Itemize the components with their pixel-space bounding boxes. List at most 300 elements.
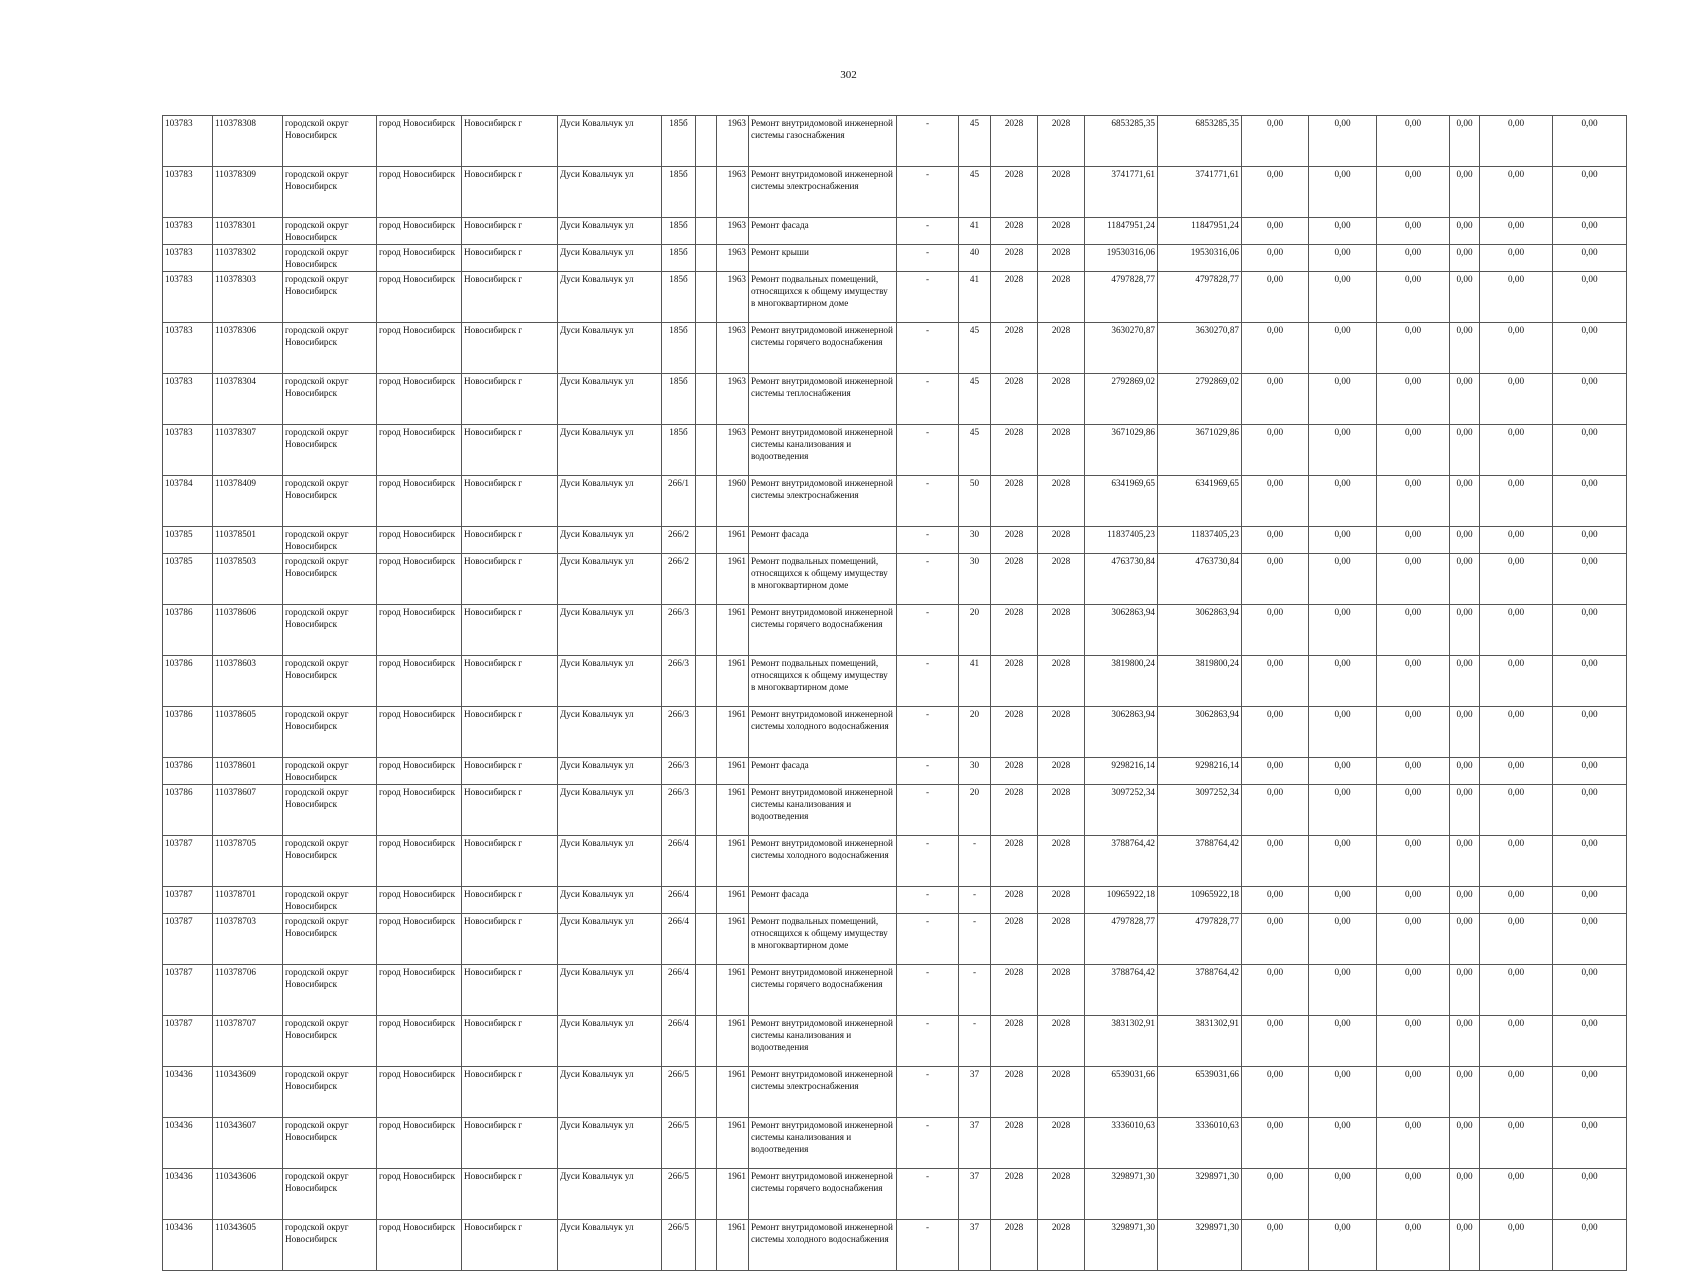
cell-street: Дуси Ковальчук ул [558,1067,662,1118]
cell-wear-percent: 45 [959,116,991,167]
cell-cost-total: 6539031,66 [1085,1067,1158,1118]
cell-cost-fund: 9298216,14 [1158,758,1242,785]
cell-street: Дуси Ковальчук ул [558,1016,662,1067]
cell-cost-fund: 19530316,06 [1158,245,1242,272]
cell-cost-regional: 0,00 [1309,1118,1377,1169]
cell-cost-fund: 3298971,30 [1158,1169,1242,1220]
cell-cost-local: 0,00 [1377,656,1450,707]
cell-work-id: 110378303 [213,272,283,323]
table-row [163,1067,1627,1118]
cell-cost-federal: 0,00 [1242,707,1309,758]
cell-plan-year-start: 2028 [991,167,1038,218]
cell-cost-other: 0,00 [1480,245,1553,272]
cell-cost-federal: 0,00 [1242,758,1309,785]
cell-built-year: 1961 [717,656,749,707]
cell-house-number: 266/4 [662,887,696,914]
cell-type-code: - [897,425,959,476]
cell-cost-local: 0,00 [1377,1169,1450,1220]
table-row [163,527,1627,554]
table-row [163,914,1627,965]
cell-wear-percent: - [959,836,991,887]
cell-house-number: 266/3 [662,656,696,707]
cell-work-id: 110378603 [213,656,283,707]
cell-cost-total: 3788764,42 [1085,965,1158,1016]
cell-type-code: - [897,554,959,605]
cell-municipality: городской округ Новосибирск [283,1016,377,1067]
cell-cost-federal: 0,00 [1242,965,1309,1016]
cell-record-id: 103786 [163,605,213,656]
cell-work-id: 110378705 [213,836,283,887]
cell-cost-extra: 0,00 [1553,218,1627,245]
cell-street: Дуси Ковальчук ул [558,116,662,167]
cell-plan-year-end: 2028 [1038,914,1085,965]
cell-cost-local: 0,00 [1377,476,1450,527]
cell-building [696,1169,717,1220]
cell-plan-year-end: 2028 [1038,374,1085,425]
cell-built-year: 1961 [717,1118,749,1169]
cell-cost-fund: 6341969,65 [1158,476,1242,527]
cell-cost-other: 0,00 [1480,1118,1553,1169]
cell-street: Дуси Ковальчук ул [558,527,662,554]
cell-work-type: Ремонт фасада [749,758,897,785]
cell-building [696,272,717,323]
cell-settlement: город Новосибирск [377,1016,462,1067]
cell-street: Дуси Ковальчук ул [558,707,662,758]
cell-work-type: Ремонт подвальных помещений, относящихся к общему имуществу в многоквартирном доме [749,656,897,707]
cell-cost-total: 3831302,91 [1085,1016,1158,1067]
cell-cost-owners: 0,00 [1450,527,1480,554]
cell-cost-local: 0,00 [1377,527,1450,554]
cell-work-id: 110378601 [213,758,283,785]
cell-building [696,965,717,1016]
cell-work-id: 110378307 [213,425,283,476]
table-row [163,323,1627,374]
cell-street: Дуси Ковальчук ул [558,758,662,785]
cell-cost-other: 0,00 [1480,914,1553,965]
cell-cost-local: 0,00 [1377,323,1450,374]
cell-settlement: город Новосибирск [377,887,462,914]
cell-locality: Новосибирск г [462,707,558,758]
cell-record-id: 103787 [163,914,213,965]
cell-locality: Новосибирск г [462,914,558,965]
cell-type-code: - [897,656,959,707]
cell-work-type: Ремонт внутридомовой инженерной системы горячего водоснабжения [749,605,897,656]
cell-house-number: 185б [662,374,696,425]
cell-cost-fund: 3097252,34 [1158,785,1242,836]
cell-street: Дуси Ковальчук ул [558,1118,662,1169]
cell-work-type: Ремонт подвальных помещений, относящихся к общему имуществу в многоквартирном доме [749,914,897,965]
cell-cost-extra: 0,00 [1553,425,1627,476]
cell-cost-other: 0,00 [1480,965,1553,1016]
cell-built-year: 1963 [717,116,749,167]
cell-street: Дуси Ковальчук ул [558,323,662,374]
table-row [163,374,1627,425]
table-row [163,167,1627,218]
table-row [163,245,1627,272]
cell-street: Дуси Ковальчук ул [558,1220,662,1271]
table-body [163,116,1627,1271]
cell-plan-year-end: 2028 [1038,245,1085,272]
cell-wear-percent: 41 [959,218,991,245]
cell-cost-owners: 0,00 [1450,476,1480,527]
cell-cost-extra: 0,00 [1553,1220,1627,1271]
cell-cost-extra: 0,00 [1553,965,1627,1016]
cell-type-code: - [897,218,959,245]
cell-type-code: - [897,1067,959,1118]
cell-cost-total: 3298971,30 [1085,1169,1158,1220]
cell-cost-total: 3097252,34 [1085,785,1158,836]
cell-locality: Новосибирск г [462,1220,558,1271]
cell-plan-year-end: 2028 [1038,707,1085,758]
table-row [163,785,1627,836]
cell-built-year: 1963 [717,323,749,374]
cell-type-code: - [897,1118,959,1169]
cell-cost-regional: 0,00 [1309,116,1377,167]
cell-house-number: 266/4 [662,914,696,965]
cell-cost-other: 0,00 [1480,707,1553,758]
cell-house-number: 185б [662,116,696,167]
cell-built-year: 1961 [717,554,749,605]
cell-cost-federal: 0,00 [1242,1220,1309,1271]
cell-street: Дуси Ковальчук ул [558,272,662,323]
cell-building [696,374,717,425]
cell-built-year: 1961 [717,707,749,758]
cell-house-number: 266/5 [662,1118,696,1169]
cell-municipality: городской округ Новосибирск [283,167,377,218]
cell-house-number: 266/2 [662,527,696,554]
cell-built-year: 1963 [717,245,749,272]
cell-record-id: 103784 [163,476,213,527]
cell-cost-owners: 0,00 [1450,656,1480,707]
cell-locality: Новосибирск г [462,323,558,374]
cell-type-code: - [897,887,959,914]
cell-record-id: 103783 [163,272,213,323]
cell-work-id: 110378304 [213,374,283,425]
cell-record-id: 103786 [163,707,213,758]
cell-cost-fund: 3062863,94 [1158,707,1242,758]
cell-cost-regional: 0,00 [1309,965,1377,1016]
cell-settlement: город Новосибирск [377,272,462,323]
cell-cost-regional: 0,00 [1309,374,1377,425]
cell-building [696,1118,717,1169]
cell-record-id: 103436 [163,1169,213,1220]
cell-house-number: 185б [662,218,696,245]
cell-building [696,323,717,374]
cell-cost-owners: 0,00 [1450,965,1480,1016]
cell-settlement: город Новосибирск [377,554,462,605]
cell-plan-year-end: 2028 [1038,476,1085,527]
cell-work-id: 110378703 [213,914,283,965]
cell-work-type: Ремонт внутридомовой инженерной системы горячего водоснабжения [749,1169,897,1220]
cell-plan-year-end: 2028 [1038,323,1085,374]
cell-cost-other: 0,00 [1480,1220,1553,1271]
cell-cost-fund: 3062863,94 [1158,605,1242,656]
cell-work-type: Ремонт внутридомовой инженерной системы горячего водоснабжения [749,323,897,374]
cell-cost-total: 3298971,30 [1085,1220,1158,1271]
cell-locality: Новосибирск г [462,758,558,785]
cell-cost-regional: 0,00 [1309,758,1377,785]
cell-cost-federal: 0,00 [1242,323,1309,374]
cell-cost-local: 0,00 [1377,836,1450,887]
cell-type-code: - [897,758,959,785]
cell-cost-owners: 0,00 [1450,758,1480,785]
cell-cost-federal: 0,00 [1242,1118,1309,1169]
cell-cost-fund: 3788764,42 [1158,836,1242,887]
cell-wear-percent: 30 [959,527,991,554]
cell-cost-total: 3062863,94 [1085,605,1158,656]
cell-cost-local: 0,00 [1377,914,1450,965]
cell-building [696,914,717,965]
cell-work-id: 110343607 [213,1118,283,1169]
cell-locality: Новосибирск г [462,476,558,527]
cell-municipality: городской округ Новосибирск [283,1118,377,1169]
cell-cost-owners: 0,00 [1450,218,1480,245]
cell-work-type: Ремонт внутридомовой инженерной системы электроснабжения [749,476,897,527]
cell-plan-year-start: 2028 [991,1118,1038,1169]
cell-cost-extra: 0,00 [1553,914,1627,965]
cell-cost-other: 0,00 [1480,425,1553,476]
cell-work-type: Ремонт внутридомовой инженерной системы электроснабжения [749,1067,897,1118]
cell-cost-total: 4763730,84 [1085,554,1158,605]
cell-plan-year-start: 2028 [991,605,1038,656]
cell-cost-local: 0,00 [1377,1118,1450,1169]
cell-built-year: 1963 [717,425,749,476]
cell-cost-local: 0,00 [1377,785,1450,836]
cell-record-id: 103786 [163,758,213,785]
cell-cost-regional: 0,00 [1309,1067,1377,1118]
cell-street: Дуси Ковальчук ул [558,887,662,914]
cell-cost-federal: 0,00 [1242,167,1309,218]
cell-cost-regional: 0,00 [1309,167,1377,218]
cell-building [696,1220,717,1271]
cell-cost-total: 3630270,87 [1085,323,1158,374]
table-row [163,476,1627,527]
cell-work-type: Ремонт внутридомовой инженерной системы канализования и водоотведения [749,425,897,476]
cell-settlement: город Новосибирск [377,1118,462,1169]
cell-record-id: 103787 [163,1016,213,1067]
cell-plan-year-start: 2028 [991,554,1038,605]
cell-wear-percent: 50 [959,476,991,527]
cell-municipality: городской округ Новосибирск [283,116,377,167]
cell-cost-other: 0,00 [1480,374,1553,425]
cell-municipality: городской округ Новосибирск [283,272,377,323]
cell-cost-regional: 0,00 [1309,1169,1377,1220]
cell-type-code: - [897,167,959,218]
cell-cost-regional: 0,00 [1309,554,1377,605]
cell-work-type: Ремонт внутридомовой инженерной системы холодного водоснабжения [749,707,897,758]
cell-cost-total: 3336010,63 [1085,1118,1158,1169]
cell-cost-local: 0,00 [1377,218,1450,245]
cell-settlement: город Новосибирск [377,425,462,476]
cell-type-code: - [897,374,959,425]
cell-wear-percent: 45 [959,167,991,218]
cell-cost-extra: 0,00 [1553,116,1627,167]
cell-municipality: городской округ Новосибирск [283,554,377,605]
cell-type-code: - [897,707,959,758]
cell-built-year: 1961 [717,785,749,836]
cell-cost-local: 0,00 [1377,1016,1450,1067]
cell-record-id: 103786 [163,785,213,836]
cell-plan-year-end: 2028 [1038,1169,1085,1220]
cell-record-id: 103787 [163,887,213,914]
cell-record-id: 103787 [163,836,213,887]
cell-cost-total: 11837405,23 [1085,527,1158,554]
cell-work-type: Ремонт подвальных помещений, относящихся к общему имуществу в многоквартирном доме [749,554,897,605]
cell-cost-total: 3819800,24 [1085,656,1158,707]
cell-house-number: 266/4 [662,965,696,1016]
cell-locality: Новосибирск г [462,272,558,323]
cell-building [696,1067,717,1118]
cell-cost-regional: 0,00 [1309,218,1377,245]
cell-plan-year-start: 2028 [991,323,1038,374]
cell-municipality: городской округ Новосибирск [283,527,377,554]
cell-plan-year-end: 2028 [1038,1118,1085,1169]
cell-work-id: 110378308 [213,116,283,167]
cell-plan-year-start: 2028 [991,116,1038,167]
cell-settlement: город Новосибирск [377,707,462,758]
cell-street: Дуси Ковальчук ул [558,965,662,1016]
cell-plan-year-end: 2028 [1038,1016,1085,1067]
cell-work-type: Ремонт внутридомовой инженерной системы теплоснабжения [749,374,897,425]
cell-built-year: 1961 [717,1220,749,1271]
cell-street: Дуси Ковальчук ул [558,1169,662,1220]
table-row [163,1169,1627,1220]
table-row [163,707,1627,758]
cell-wear-percent: 30 [959,758,991,785]
cell-cost-extra: 0,00 [1553,554,1627,605]
cell-cost-total: 2792869,02 [1085,374,1158,425]
cell-street: Дуси Ковальчук ул [558,476,662,527]
cell-record-id: 103436 [163,1118,213,1169]
cell-house-number: 266/5 [662,1220,696,1271]
cell-work-type: Ремонт внутридомовой инженерной системы канализования и водоотведения [749,785,897,836]
cell-cost-federal: 0,00 [1242,374,1309,425]
cell-work-type: Ремонт внутридомовой инженерной системы газоснабжения [749,116,897,167]
cell-cost-regional: 0,00 [1309,476,1377,527]
cell-cost-total: 4797828,77 [1085,272,1158,323]
cell-house-number: 266/3 [662,605,696,656]
cell-street: Дуси Ковальчук ул [558,167,662,218]
cell-record-id: 103783 [163,218,213,245]
cell-cost-federal: 0,00 [1242,218,1309,245]
table-row [163,218,1627,245]
cell-built-year: 1961 [717,836,749,887]
cell-cost-extra: 0,00 [1553,1067,1627,1118]
cell-cost-extra: 0,00 [1553,245,1627,272]
cell-settlement: город Новосибирск [377,167,462,218]
cell-wear-percent: 41 [959,272,991,323]
cell-wear-percent: 41 [959,656,991,707]
cell-locality: Новосибирск г [462,116,558,167]
cell-house-number: 185б [662,272,696,323]
cell-cost-fund: 4763730,84 [1158,554,1242,605]
cell-plan-year-start: 2028 [991,965,1038,1016]
cell-street: Дуси Ковальчук ул [558,374,662,425]
cell-cost-fund: 3298971,30 [1158,1220,1242,1271]
cell-wear-percent: - [959,914,991,965]
cell-cost-regional: 0,00 [1309,707,1377,758]
cell-settlement: город Новосибирск [377,605,462,656]
cell-locality: Новосибирск г [462,1118,558,1169]
cell-cost-owners: 0,00 [1450,425,1480,476]
cell-settlement: город Новосибирск [377,245,462,272]
cell-cost-federal: 0,00 [1242,476,1309,527]
cell-municipality: городской округ Новосибирск [283,1220,377,1271]
cell-house-number: 266/3 [662,707,696,758]
cell-building [696,605,717,656]
cell-locality: Новосибирск г [462,425,558,476]
cell-cost-total: 6853285,35 [1085,116,1158,167]
cell-type-code: - [897,1220,959,1271]
cell-cost-federal: 0,00 [1242,836,1309,887]
cell-work-id: 110378501 [213,527,283,554]
cell-cost-total: 3671029,86 [1085,425,1158,476]
cell-cost-fund: 3741771,61 [1158,167,1242,218]
cell-cost-other: 0,00 [1480,323,1553,374]
cell-cost-regional: 0,00 [1309,887,1377,914]
cell-record-id: 103783 [163,374,213,425]
cell-cost-regional: 0,00 [1309,605,1377,656]
cell-work-id: 110378409 [213,476,283,527]
cell-cost-local: 0,00 [1377,605,1450,656]
cell-cost-owners: 0,00 [1450,1220,1480,1271]
cell-plan-year-start: 2028 [991,1067,1038,1118]
cell-cost-other: 0,00 [1480,272,1553,323]
table-row [163,836,1627,887]
cell-cost-extra: 0,00 [1553,836,1627,887]
cell-record-id: 103783 [163,116,213,167]
cell-cost-fund: 3819800,24 [1158,656,1242,707]
table-row [163,965,1627,1016]
cell-cost-regional: 0,00 [1309,656,1377,707]
cell-plan-year-start: 2028 [991,476,1038,527]
cell-work-id: 110378706 [213,965,283,1016]
cell-built-year: 1963 [717,272,749,323]
cell-plan-year-end: 2028 [1038,887,1085,914]
cell-municipality: городской округ Новосибирск [283,1067,377,1118]
cell-locality: Новосибирск г [462,554,558,605]
table-row [163,272,1627,323]
cell-cost-other: 0,00 [1480,758,1553,785]
cell-municipality: городской округ Новосибирск [283,605,377,656]
cell-cost-federal: 0,00 [1242,245,1309,272]
cell-cost-owners: 0,00 [1450,272,1480,323]
cell-cost-total: 4797828,77 [1085,914,1158,965]
cell-street: Дуси Ковальчук ул [558,425,662,476]
cell-building [696,887,717,914]
cell-plan-year-end: 2028 [1038,758,1085,785]
cell-cost-regional: 0,00 [1309,1016,1377,1067]
cell-cost-federal: 0,00 [1242,527,1309,554]
cell-cost-regional: 0,00 [1309,272,1377,323]
cell-cost-owners: 0,00 [1450,116,1480,167]
cell-cost-fund: 4797828,77 [1158,272,1242,323]
cell-wear-percent: 45 [959,323,991,374]
cell-plan-year-start: 2028 [991,758,1038,785]
cell-cost-local: 0,00 [1377,167,1450,218]
cell-work-id: 110343606 [213,1169,283,1220]
cell-cost-owners: 0,00 [1450,914,1480,965]
cell-plan-year-end: 2028 [1038,167,1085,218]
cell-cost-other: 0,00 [1480,887,1553,914]
cell-wear-percent: - [959,1016,991,1067]
cell-record-id: 103436 [163,1220,213,1271]
cell-locality: Новосибирск г [462,836,558,887]
cell-street: Дуси Ковальчук ул [558,218,662,245]
cell-plan-year-start: 2028 [991,707,1038,758]
cell-wear-percent: 45 [959,374,991,425]
cell-cost-fund: 11837405,23 [1158,527,1242,554]
